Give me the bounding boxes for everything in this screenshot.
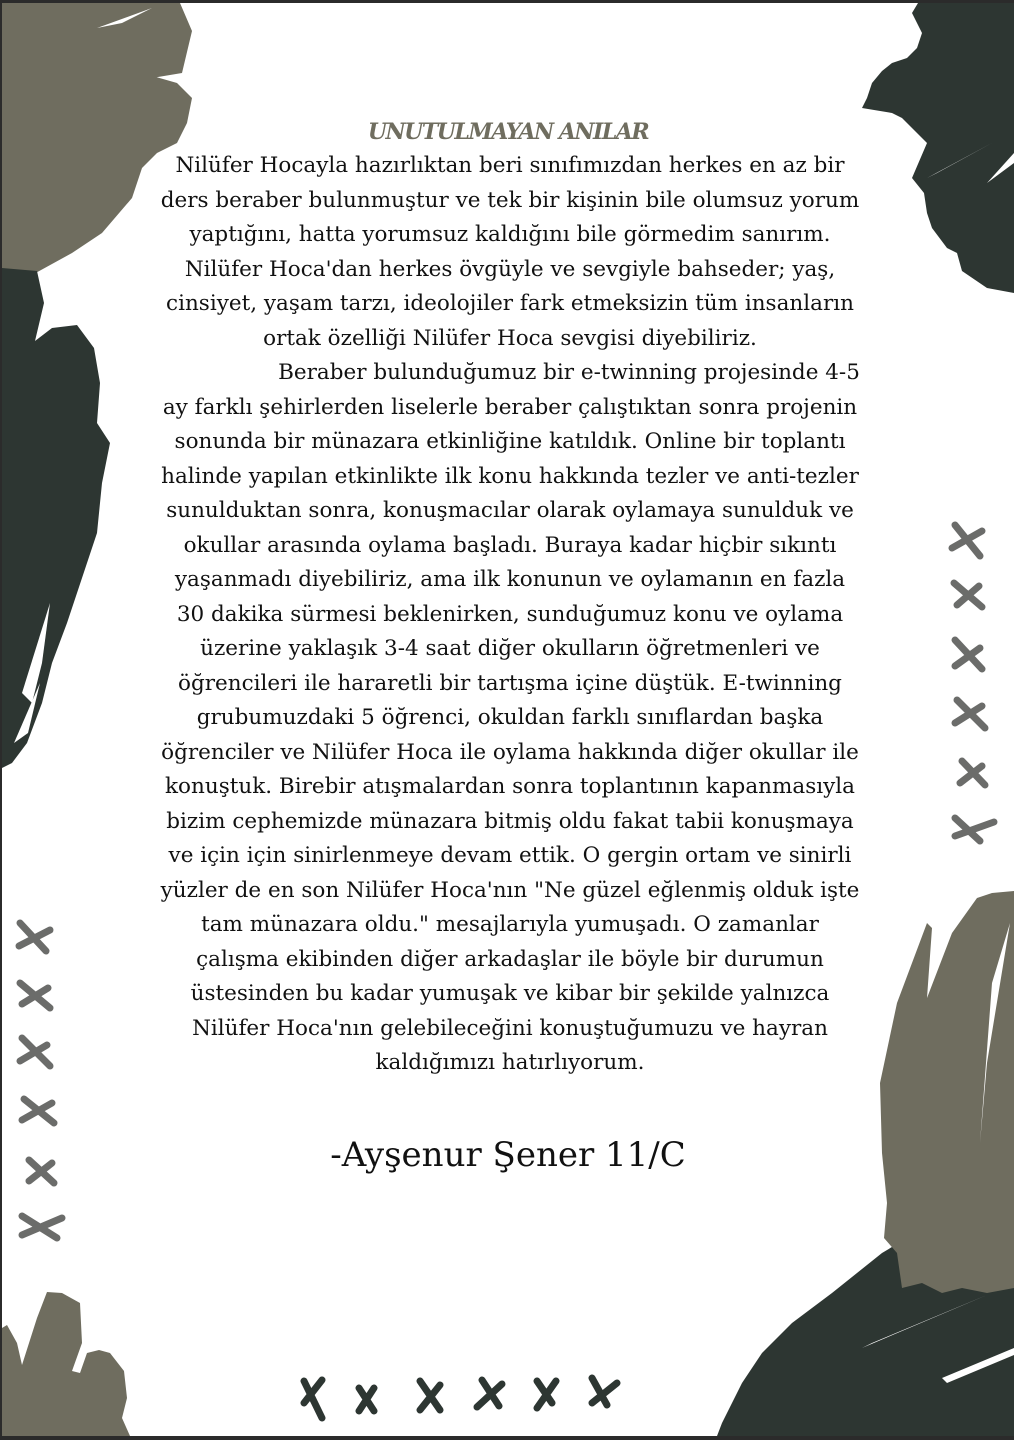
- body-line: sonunda bir münazara etkinliğine katıldık. Online bir toplantı: [174, 429, 846, 454]
- body-line: Nilüfer Hocayla hazırlıktan beri sınıfımızdan herkes en az bir: [175, 153, 845, 178]
- body-line: konuştuk. Birebir atışmalardan sonra toplantının kapanmasıyla: [165, 774, 855, 799]
- body-line: bizim cephemizde münazara bitmiş oldu fakat tabii konuşmaya: [166, 808, 854, 834]
- document-page: [2, 3, 1014, 1436]
- author-signature: -Ayşenur Şener 11/C: [330, 1135, 686, 1175]
- body-line: sunulduktan sonra, konuşmacılar olarak oylamaya sunulduk ve: [166, 498, 854, 523]
- body-line: öğrenciler ve Nilüfer Hoca ile oylama hakkında diğer okullar ile: [161, 739, 859, 765]
- body-line: Nilüfer Hoca'dan herkes övgüyle ve sevgiyle bahseder; yaş,: [184, 256, 836, 282]
- body-line: okullar arasında oylama başladı. Buraya kadar hiçbir sıkıntı: [183, 532, 837, 558]
- body-line-paragraph-start: Beraber bulunduğumuz bir e-twinning projesinde 4-5: [278, 360, 860, 385]
- body-line: yaptığını, hatta yorumsuz kaldığını bile görmedim sanırım.: [189, 222, 831, 247]
- document-title: UNUTULMAYAN ANILAR: [367, 119, 649, 145]
- body-line: üzerine yaklaşık 3-4 saat diğer okulların öğretmenleri ve: [200, 636, 820, 661]
- x-marks-bottom: [304, 1378, 617, 1418]
- body-line: yüzler de en son Nilüfer Hoca'nın "Ne güzel eğlenmiş olduk işte: [160, 877, 860, 903]
- body-line: grubumuzdaki 5 öğrenci, okuldan farklı sınıflardan başka: [196, 705, 824, 730]
- body-line: cinsiyet, yaşam tarzı, ideolojiler fark etmeksizin tüm insanların: [166, 291, 854, 316]
- document-body: [94, 149, 926, 1081]
- body-line: tam münazara oldu." mesajlarıyla yumuşadı. O zamanlar: [201, 912, 819, 937]
- x-marks-left: [19, 923, 62, 1238]
- body-line: kaldığımızı hatırlıyorum.: [375, 1050, 645, 1075]
- body-line: çalışma ekibinden diğer arkadaşlar ile böyle bir durumun: [196, 946, 824, 972]
- body-line: ay farklı şehirlerden liselerle beraber çalıştıktan sonra projenin: [162, 394, 858, 420]
- body-line: ortak özelliği Nilüfer Hoca sevgisi diyebiliriz.: [263, 325, 757, 351]
- body-line: öğrencileri ile hararetli bir tartışma içine düştük. E-twinning: [178, 670, 842, 696]
- body-line: halinde yapılan etkinlikte ilk konu hakkında tezler ve anti-tezler: [161, 463, 859, 489]
- body-line: Nilüfer Hoca'nın gelebileceğini konuştuğumuzu ve hayran: [192, 1015, 828, 1041]
- body-line: 30 dakika sürmesi beklenirken, sunduğumuz konu ve oylama: [176, 601, 844, 627]
- body-line: yaşanmadı diyebiliriz, ama ilk konunun ve oylamanın en fazla: [174, 567, 846, 592]
- body-line: ders beraber bulunmuştur ve tek bir kişinin bile olumsuz yorum: [160, 187, 860, 213]
- x-marks-right: [952, 525, 994, 841]
- body-line: ve için için sinirlenmeye devam ettik. O gergin ortam ve sinirli: [168, 843, 852, 868]
- body-line: üstesinden bu kadar yumuşak ve kibar bir şekilde yalnızca: [190, 981, 830, 1006]
